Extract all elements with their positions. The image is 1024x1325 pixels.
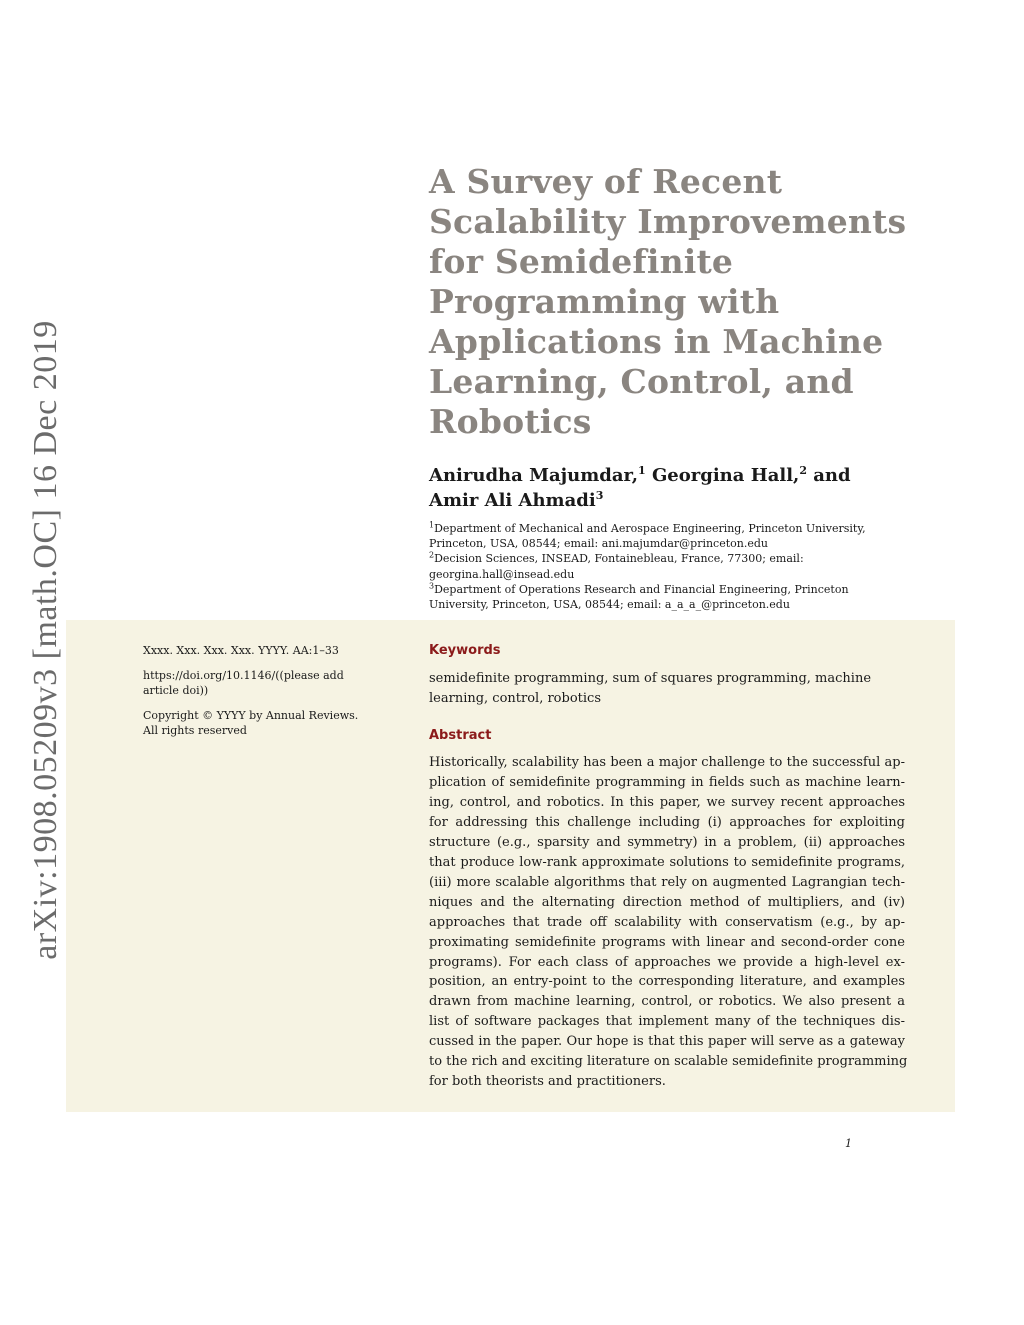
abstract-line: ing, control, and robotics. In this paper, we survey recent approaches	[429, 794, 905, 810]
abstract-line: plication of semidefinite programming in fields such as machine learn-	[429, 774, 905, 790]
affiliation-line: georgina.hall@insead.edu	[429, 567, 575, 581]
affiliations	[429, 521, 909, 612]
abstract-line: that produce low-rank approximate solutions to semidefinite programs,	[429, 854, 905, 870]
copyright-notice	[143, 708, 393, 738]
paper-title	[429, 162, 907, 442]
affiliation-line: Princeton, USA, 08544; email: ani.majumdar@princeton.edu	[429, 537, 768, 551]
affiliation-text: Department of Mechanical and Aerospace Engineering, Princeton University,	[434, 522, 866, 535]
affiliation-number: 3	[429, 581, 435, 591]
affiliation-line	[429, 551, 909, 566]
author-line	[429, 488, 899, 513]
affiliation-line	[429, 582, 909, 597]
publication-sidebar	[143, 643, 393, 748]
title-line: Programming with	[429, 282, 780, 321]
abstract-line: position, an entry-point to the corresponding literature, and examples	[429, 974, 905, 990]
title-line: Applications in Machine	[429, 322, 884, 361]
author-name: Amir Ali Ahmadi	[429, 490, 596, 511]
abstract-line: for addressing this challenge including (i) approaches for exploiting	[429, 814, 905, 830]
title-line: for Semidefinite	[429, 242, 734, 281]
abstract-line: cussed in the paper. Our hope is that this paper will serve as a gateway	[429, 1034, 905, 1050]
abstract-line: programs). For each class of approaches we provide a high-level ex-	[429, 954, 905, 970]
copyright-line: All rights reserved	[143, 724, 247, 737]
abstract-line: (iii) more scalable algorithms that rely on augmented Lagrangian tech-	[429, 874, 905, 890]
author-name: Anirudha Majumdar,	[429, 465, 638, 486]
title-line: A Survey of Recent	[429, 162, 783, 201]
arxiv-identifier-stamp: arXiv:1908.05209v3 [math.OC] 16 Dec 2019	[27, 320, 64, 960]
affiliation-text: Department of Operations Research and Financial Engineering, Princeton	[434, 582, 849, 596]
abstract-line: niques and the alternating direction method of multipliers, and (iv)	[429, 894, 905, 910]
author-conjunction: and	[813, 465, 851, 486]
affiliation-line: University, Princeton, USA, 08544; email: a_a_a_@princeton.edu	[429, 598, 790, 612]
affiliation-number: 2	[429, 550, 435, 560]
abstract-line: proximating semidefinite programs with linear and second-order cone	[429, 934, 905, 950]
author-affiliation-mark: 2	[799, 464, 807, 477]
author-affiliation-mark: 1	[638, 464, 646, 477]
abstract-line: to the rich and exciting literature on scalable semidefinite programming	[429, 1054, 908, 1070]
doi-line: article doi))	[143, 684, 209, 697]
title-line: Robotics	[429, 402, 592, 441]
abstract-line: approaches that trade off scalability with conservatism (e.g., by ap-	[429, 914, 905, 930]
doi-link[interactable]	[143, 668, 393, 698]
keywords-heading: Keywords	[429, 643, 501, 658]
keywords-line: learning, control, robotics	[429, 691, 601, 706]
keywords-line: semidefinite programming, sum of squares programming, machine	[429, 671, 872, 686]
affiliation-text: Decision Sciences, INSEAD, Fontainebleau, France, 77300; email:	[434, 552, 804, 566]
author-list	[429, 463, 899, 513]
title-line: Learning, Control, and	[429, 362, 854, 401]
abstract-heading: Abstract	[429, 728, 492, 743]
abstract-text	[429, 753, 908, 1092]
abstract-line: structure (e.g., sparsity and symmetry) in a problem, (ii) approaches	[429, 834, 905, 850]
title-line: Scalability Improvements	[429, 202, 907, 241]
doi-line: https://doi.org/10.1146/((please add	[143, 669, 344, 682]
affiliation-line	[429, 521, 909, 536]
affiliation-number: 1	[429, 520, 435, 530]
author-affiliation-mark: 3	[595, 489, 604, 502]
abstract-line: Historically, scalability has been a major challenge to the successful ap-	[429, 755, 905, 770]
copyright-line: Copyright © YYYY by Annual Reviews.	[143, 709, 359, 722]
citation-info: Xxxx. Xxx. Xxx. Xxx. YYYY. AA:1–33	[143, 644, 339, 657]
page-number: 1	[845, 1137, 852, 1150]
keywords-text	[429, 669, 905, 709]
abstract-line: list of software packages that implement many of the techniques dis-	[429, 1014, 905, 1030]
abstract-line: drawn from machine learning, control, or robotics. We also present a	[429, 994, 905, 1010]
author-name: Georgina Hall,	[651, 465, 800, 486]
abstract-line: for both theorists and practitioners.	[429, 1074, 666, 1090]
author-line	[429, 463, 899, 488]
